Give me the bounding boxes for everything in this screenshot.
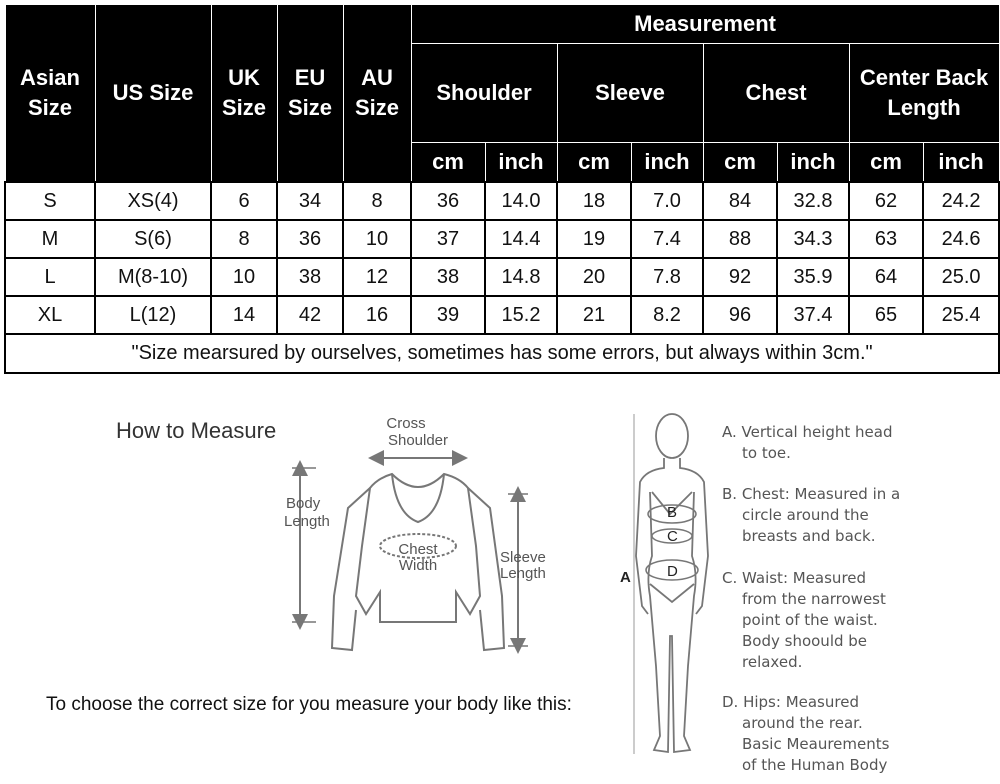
legend-b-line3: breasts and back. bbox=[742, 527, 876, 545]
header-shoulder: Shoulder bbox=[411, 44, 557, 143]
label-shoulder: Shoulder bbox=[387, 432, 449, 449]
header-sleeve: Sleeve bbox=[557, 44, 703, 143]
cell-us: M(8-10) bbox=[95, 258, 211, 296]
label-length: Length bbox=[284, 513, 330, 530]
cell-chest-inch: 37.4 bbox=[777, 296, 849, 334]
marker-b: B bbox=[667, 504, 678, 521]
cell-us: S(6) bbox=[95, 220, 211, 258]
cell-uk: 8 bbox=[211, 220, 277, 258]
cell-cbl-inch: 25.4 bbox=[923, 296, 999, 334]
label-chest: Chest bbox=[398, 541, 438, 558]
legend-c-line1: C. Waist: Measured bbox=[722, 569, 867, 587]
cell-chest-cm: 84 bbox=[703, 182, 777, 220]
cell-shoulder-cm: 37 bbox=[411, 220, 485, 258]
header-measurement: Measurement bbox=[411, 5, 999, 44]
legend-c-line3: point of the waist. bbox=[742, 611, 878, 629]
cell-au: 10 bbox=[343, 220, 411, 258]
marker-a: A bbox=[620, 569, 631, 586]
unit-cm: cm bbox=[557, 143, 631, 183]
cell-eu: 42 bbox=[277, 296, 343, 334]
cell-chest-inch: 34.3 bbox=[777, 220, 849, 258]
legend-d-line2: around the rear. bbox=[742, 714, 863, 732]
cell-uk: 10 bbox=[211, 258, 277, 296]
cell-sleeve-cm: 19 bbox=[557, 220, 631, 258]
cell-cbl-cm: 65 bbox=[849, 296, 923, 334]
cell-cbl-cm: 62 bbox=[849, 182, 923, 220]
marker-d: D bbox=[667, 563, 678, 580]
cell-uk: 14 bbox=[211, 296, 277, 334]
cell-shoulder-inch: 15.2 bbox=[485, 296, 557, 334]
cell-au: 8 bbox=[343, 182, 411, 220]
header-au-size: AU Size bbox=[343, 5, 411, 183]
cell-sleeve-cm: 21 bbox=[557, 296, 631, 334]
cell-asian: L bbox=[5, 258, 95, 296]
unit-cm: cm bbox=[849, 143, 923, 183]
legend-d bbox=[722, 692, 889, 776]
legend-c-line4: Body shoould be bbox=[742, 632, 868, 650]
cell-shoulder-inch: 14.8 bbox=[485, 258, 557, 296]
cell-chest-cm: 88 bbox=[703, 220, 777, 258]
header-eu-size: EU Size bbox=[277, 5, 343, 183]
cell-au: 12 bbox=[343, 258, 411, 296]
cell-eu: 38 bbox=[277, 258, 343, 296]
table-row bbox=[5, 258, 999, 296]
cell-chest-inch: 32.8 bbox=[777, 182, 849, 220]
unit-cm: cm bbox=[703, 143, 777, 183]
cell-sleeve-cm: 20 bbox=[557, 258, 631, 296]
cell-shoulder-inch: 14.0 bbox=[485, 182, 557, 220]
header-chest: Chest bbox=[703, 44, 849, 143]
cell-asian: S bbox=[5, 182, 95, 220]
how-to-measure-title: How to Measure bbox=[116, 418, 277, 443]
cell-cbl-cm: 63 bbox=[849, 220, 923, 258]
unit-inch: inch bbox=[485, 143, 557, 183]
cell-eu: 36 bbox=[277, 220, 343, 258]
header-us-size: US Size bbox=[95, 5, 211, 183]
cell-uk: 6 bbox=[211, 182, 277, 220]
legend-b-line2: circle around the bbox=[742, 506, 869, 524]
legend-d-line1: D. Hips: Measured bbox=[722, 693, 859, 711]
label-body: Body bbox=[286, 495, 321, 512]
legend-a-line2: to toe. bbox=[742, 444, 791, 462]
cell-shoulder-cm: 38 bbox=[411, 258, 485, 296]
table-row bbox=[5, 182, 999, 220]
legend-c bbox=[722, 568, 886, 673]
cell-cbl-inch: 25.0 bbox=[923, 258, 999, 296]
label-sleeve: Sleeve bbox=[500, 549, 546, 566]
cell-eu: 34 bbox=[277, 182, 343, 220]
cell-au: 16 bbox=[343, 296, 411, 334]
label-cross: Cross bbox=[386, 415, 426, 432]
cell-cbl-inch: 24.6 bbox=[923, 220, 999, 258]
cell-sleeve-inch: 7.8 bbox=[631, 258, 703, 296]
header-uk-size: UK Size bbox=[211, 5, 277, 183]
size-chart-table bbox=[4, 4, 1000, 374]
unit-inch: inch bbox=[631, 143, 703, 183]
legend-d-line4: of the Human Body bbox=[742, 756, 888, 774]
choose-size-instruction: To choose the correct size for you measure your body like this: bbox=[46, 694, 572, 715]
cell-sleeve-cm: 18 bbox=[557, 182, 631, 220]
label-sleeve-length: Length bbox=[500, 565, 546, 582]
header-center-back-length: Center Back Length bbox=[849, 44, 999, 143]
cell-cbl-cm: 64 bbox=[849, 258, 923, 296]
body-figure-illustration bbox=[636, 414, 708, 752]
marker-c: C bbox=[667, 528, 678, 545]
cell-sleeve-inch: 7.0 bbox=[631, 182, 703, 220]
cell-asian: XL bbox=[5, 296, 95, 334]
cell-sleeve-inch: 8.2 bbox=[631, 296, 703, 334]
cell-chest-cm: 96 bbox=[703, 296, 777, 334]
legend-c-line2: from the narrowest bbox=[742, 590, 886, 608]
legend-a bbox=[722, 422, 892, 464]
legend-b-line1: B. Chest: Measured in a bbox=[722, 485, 901, 503]
cell-chest-cm: 92 bbox=[703, 258, 777, 296]
unit-inch: inch bbox=[923, 143, 999, 183]
cell-shoulder-inch: 14.4 bbox=[485, 220, 557, 258]
cell-us: L(12) bbox=[95, 296, 211, 334]
measurement-note: "Size mearsured by ourselves, sometimes has some errors, but always within 3cm." bbox=[5, 334, 999, 373]
table-row bbox=[5, 220, 999, 258]
legend-b bbox=[722, 484, 900, 547]
cell-shoulder-cm: 36 bbox=[411, 182, 485, 220]
table-row bbox=[5, 296, 999, 334]
header-asian-size: Asian Size bbox=[5, 5, 95, 183]
cell-sleeve-inch: 7.4 bbox=[631, 220, 703, 258]
unit-inch: inch bbox=[777, 143, 849, 183]
label-width: Width bbox=[398, 557, 438, 574]
legend-d-line3: Basic Meaurements bbox=[742, 735, 890, 753]
cell-chest-inch: 35.9 bbox=[777, 258, 849, 296]
legend-a-line1: A. Vertical height head bbox=[722, 423, 893, 441]
cell-cbl-inch: 24.2 bbox=[923, 182, 999, 220]
measurement-diagram bbox=[0, 396, 720, 784]
cell-asian: M bbox=[5, 220, 95, 258]
unit-cm: cm bbox=[411, 143, 485, 183]
legend-c-line5: relaxed. bbox=[742, 653, 803, 671]
cell-us: XS(4) bbox=[95, 182, 211, 220]
cell-shoulder-cm: 39 bbox=[411, 296, 485, 334]
